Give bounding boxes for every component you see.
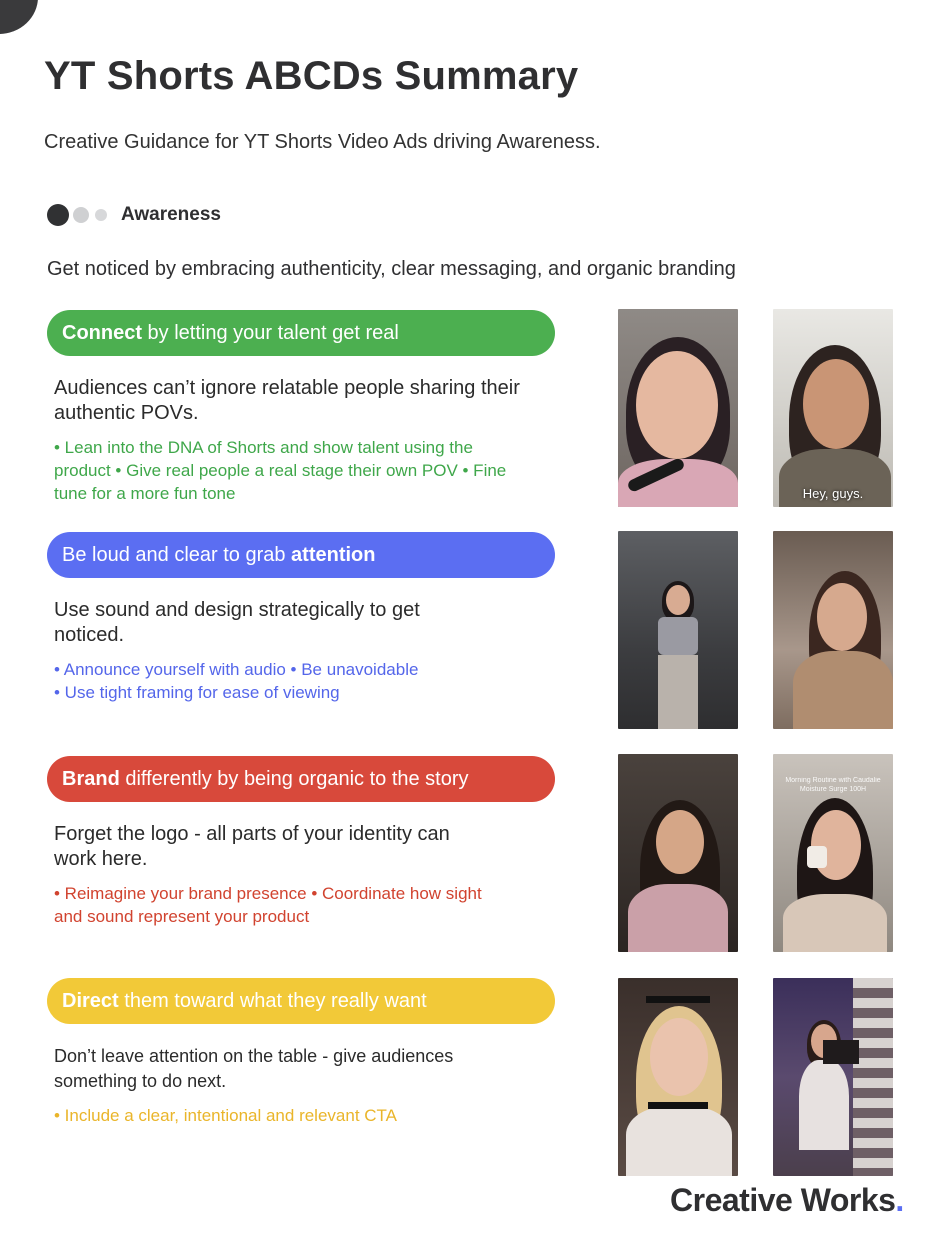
intro-text: Get noticed by embracing authenticity, clear messaging, and organic branding xyxy=(47,258,736,280)
logo-text: Creative Works xyxy=(670,1182,896,1218)
page-title xyxy=(44,52,578,100)
connect-pill xyxy=(47,310,555,356)
title-bold: YT Shorts ABCDs xyxy=(44,54,384,98)
logo-period: . xyxy=(895,1182,904,1218)
connect-pill-rest: by letting your talent get real xyxy=(142,321,399,344)
brand-pill-bold: Brand xyxy=(62,767,120,790)
connect-tips: • Lean into the DNA of Shorts and show talent using the product • Give real people a real stage their own POV • Fine tune for a more fun tone xyxy=(54,438,507,503)
brand-pill-rest: differently by being organic to the story xyxy=(119,767,469,790)
connect-pill-bold: Connect xyxy=(62,321,142,344)
stage-dot-active xyxy=(47,204,69,226)
be-loud-tip-line-1: • Announce yourself with audio • Be unavoidable xyxy=(54,660,419,679)
connect-video-thumbnail-1[interactable] xyxy=(618,309,738,507)
brand-video-thumbnail-1[interactable] xyxy=(618,754,738,952)
be-loud-pill xyxy=(47,532,555,578)
be-loud-tip-line-2: • Use tight framing for ease of viewing xyxy=(54,683,340,702)
connect-video-thumbnail-2[interactable] xyxy=(773,309,893,507)
connect-description: Audiences can’t ignore relatable people sharing their authentic POVs. xyxy=(54,377,520,424)
creative-works-logo xyxy=(670,1182,904,1219)
be-loud-video-thumbnail-1[interactable] xyxy=(618,531,738,729)
section-connect xyxy=(47,310,555,505)
stage-indicator xyxy=(47,202,221,228)
stage-dot-3 xyxy=(95,209,107,221)
brand-pill xyxy=(47,756,555,802)
title-light: Summary xyxy=(383,54,579,98)
stage-label: Awareness xyxy=(121,204,221,225)
direct-video-thumbnail-2[interactable] xyxy=(773,978,893,1176)
section-brand xyxy=(47,756,555,928)
be-loud-pill-rest: Be loud and clear to grab xyxy=(62,543,292,566)
be-loud-description: Use sound and design strategically to get noticed. xyxy=(54,599,420,646)
brand-tips: • Reimagine your brand presence • Coordinate how sight and sound represent your product xyxy=(54,884,482,926)
brand-description: Forget the logo - all parts of your identity can work here. xyxy=(54,823,450,870)
direct-description: Don’t leave attention on the table - give audiences something to do next. xyxy=(54,1046,454,1091)
corner-decoration xyxy=(0,0,38,34)
direct-pill xyxy=(47,978,555,1024)
brand-video-thumbnail-2[interactable] xyxy=(773,754,893,952)
brand-video-overlay-text: Morning Routine with Caudalie Moisture Surge 100H xyxy=(785,777,881,793)
page-subtitle: Creative Guidance for YT Shorts Video Ads driving Awareness. xyxy=(44,131,601,153)
direct-pill-bold: Direct xyxy=(62,989,119,1012)
direct-tips: • Include a clear, intentional and relevant CTA xyxy=(54,1106,398,1125)
section-be-loud xyxy=(47,532,555,704)
be-loud-tips xyxy=(54,658,555,704)
direct-video-thumbnail-1[interactable] xyxy=(618,978,738,1176)
stage-dot-2 xyxy=(73,207,89,223)
connect-video-caption: Hey, guys. xyxy=(802,486,864,501)
section-direct xyxy=(47,978,555,1127)
be-loud-pill-bold: attention xyxy=(291,543,376,566)
be-loud-video-thumbnail-2[interactable] xyxy=(773,531,893,729)
direct-pill-rest: them toward what they really want xyxy=(118,989,427,1012)
